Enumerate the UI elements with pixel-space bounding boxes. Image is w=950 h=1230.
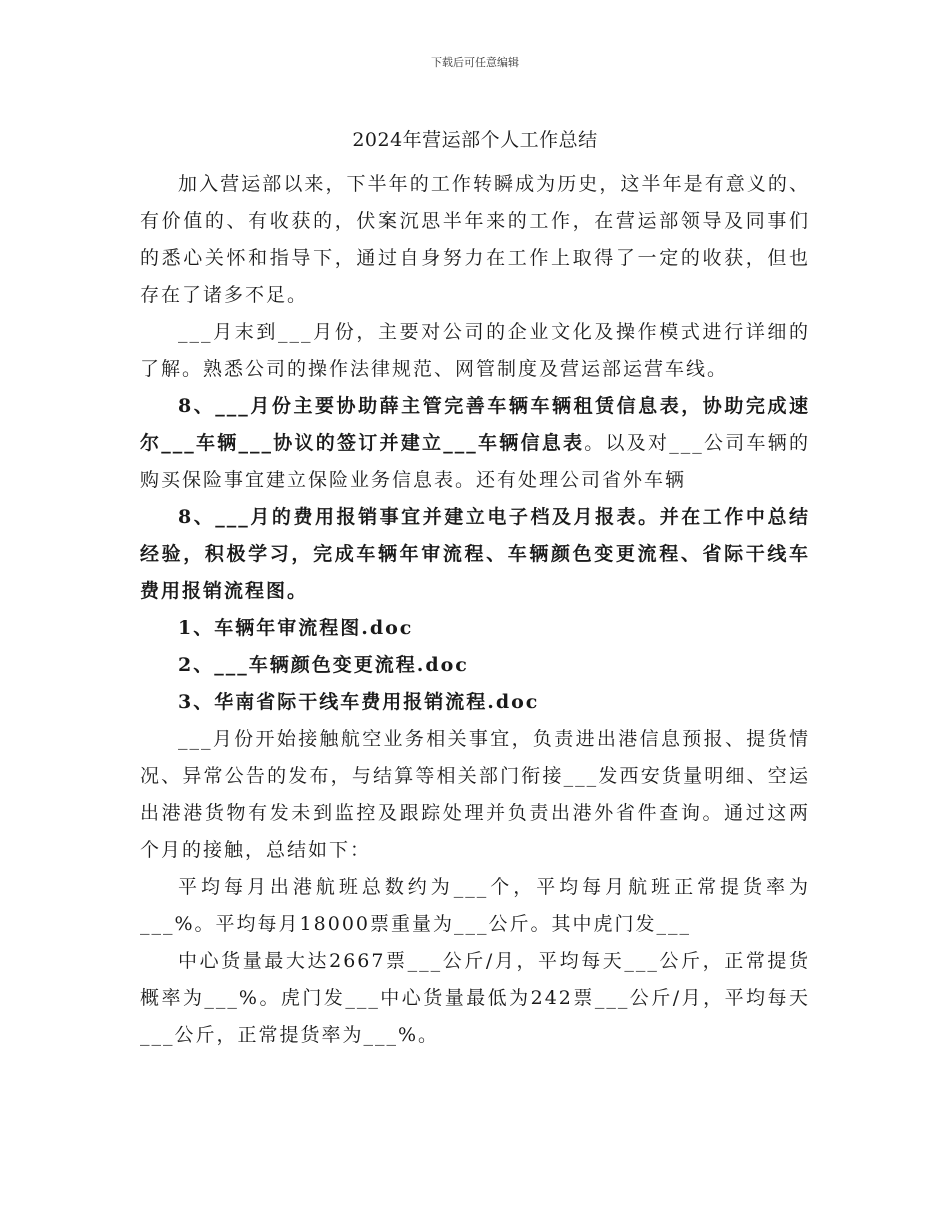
paragraph-center-volume: 中心货量最大达2667票___公斤/月，平均每天___公斤，正常提货概率为___%。虎门发___中心货量最低为242票___公斤/月，平均每天___公斤，正常提货率为___%。 [140,950,810,1046]
paragraph-vehicle-info-normal: 。以及对___公司车辆的购买保险事宜建立保险业务信息表。还有处理公司省外车辆 [140,432,810,491]
paragraph-intro: 加入营运部以来，下半年的工作转瞬成为历史，这半年是有意义的、有价值的、有收获的，伏案沉思半年来的工作，在营运部领导及同事们的悉心关怀和指导下，通过自身努力在工作上取得了一定的收获，但也存在了诸多不足。 [140,173,810,306]
list-item: 3、华南省际干线车费用报销流程.doc [178,691,540,713]
header-note: 下载后可任意编辑 [431,56,519,69]
paragraph-averages: 平均每月出港航班总数约为___个，平均每月航班正常提货率为___%。平均每月18000票重量为___公斤。其中虎门发___ [140,876,810,935]
list-item: 1、车辆年审流程图.doc [178,617,414,639]
page-title: 2024年营运部个人工作总结 [352,129,598,151]
paragraph-vehicle-info [140,388,810,499]
list-item: 2、___车辆颜色变更流程.doc [178,654,469,676]
paragraph-expense: 8、___月的费用报销事宜并建立电子档及月报表。并在工作中总结经验，积极学习，完成车辆年审流程、车辆颜色变更流程、省际干线车费用报销流程图。 [140,506,810,602]
document-body [140,166,810,1054]
paragraph-air-business: ___月份开始接触航空业务相关事宜，负责进出港信息预报、提货情况、异常公告的发布，与结算等相关部门衔接___发西安货量明细、空运出港港货物有发未到监控及跟踪处理并负责出港外省件查询。通过这两个月的接触，总结如下： [140,728,810,861]
paragraph-familiarization: ___月末到___月份，主要对公司的企业文化及操作模式进行详细的了解。熟悉公司的操作法律规范、网管制度及营运部运营车线。 [140,321,810,380]
paragraph-vehicle-info-bold: 8、___月份主要协助薛主管完善车辆车辆租赁信息表，协助完成速尔___车辆___协议的签订并建立___车辆信息表 [140,395,810,454]
